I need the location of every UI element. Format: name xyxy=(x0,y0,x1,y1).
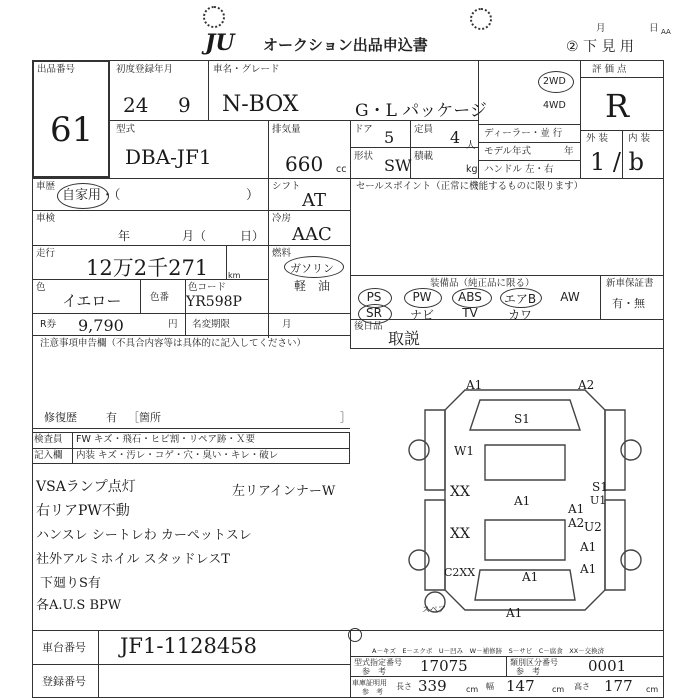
chassis-value: JF1-1128458 xyxy=(120,634,257,658)
rear-item-value: 取説 xyxy=(388,329,421,348)
damage-mark-10: A2 xyxy=(568,516,585,530)
width-label: 幅 xyxy=(486,682,494,691)
km-label: km xyxy=(228,271,241,280)
fw-items: FW キズ・飛石・ヒビ割・リペア跡・Ｘ要 xyxy=(76,434,255,445)
type-cert-value: 17075 xyxy=(420,657,468,675)
fuel-label: 燃料 xyxy=(272,248,292,259)
fuel-circle xyxy=(284,256,344,278)
aa-label: AA xyxy=(661,28,671,36)
remark-4: ハンスレ シートレわ カーペットスレ xyxy=(36,528,252,543)
shimomi-label: ② 下 見 用 xyxy=(566,39,634,55)
mileage-label: 走行 xyxy=(36,248,56,259)
private-circle xyxy=(57,183,109,209)
width-unit: cm xyxy=(552,685,565,694)
damage-mark-11: U2 xyxy=(584,520,602,534)
equip-airbag: エアB xyxy=(503,292,537,306)
handle-label: ハンドル 左・右 xyxy=(484,164,554,175)
interior-label: 内 装 xyxy=(628,133,651,144)
damage-mark-9: A1 xyxy=(568,502,585,516)
dealer-label: ディーラー・並 行 xyxy=(484,128,563,139)
aircon-label: 冷房 xyxy=(272,213,292,224)
damage-mark-5: XX xyxy=(450,484,470,500)
exterior-label: 外 装 xyxy=(586,133,609,144)
day-label: 日 xyxy=(649,23,659,34)
capacity-label: 定員 xyxy=(414,124,434,135)
repair-close: ］ xyxy=(340,411,351,424)
type-cert-label: 型式指定番号 xyxy=(354,658,402,667)
equip-pw-circle xyxy=(404,288,442,308)
remark-1: VSAランプ点灯 xyxy=(36,479,136,495)
doors-value: 5 xyxy=(384,128,395,147)
model-label: 型式 xyxy=(116,124,136,135)
car-name-value: N-BOX xyxy=(222,92,299,117)
damage-mark-17: A1 xyxy=(506,606,523,620)
name-grade-label: 車名・グレード xyxy=(213,64,280,75)
remark-5: 社外アルミホイル スタッドレスT xyxy=(36,552,230,567)
equip-airbag-circle xyxy=(500,288,542,308)
reg-year-value: 24 xyxy=(123,93,149,117)
damage-mark-12: A1 xyxy=(580,540,597,554)
light-oil-label: 軽 油 xyxy=(294,279,331,293)
equip-ps: PS xyxy=(366,290,382,304)
shift-value: AT xyxy=(302,190,327,211)
damage-mark-4: W1 xyxy=(454,444,474,458)
damage-mark-1: A1 xyxy=(466,378,483,392)
height-value: 177 xyxy=(604,677,633,695)
ext-int-value: 1 / b xyxy=(590,148,644,176)
first-reg-label: 初度登録年月 xyxy=(116,64,174,75)
width-value: 147 xyxy=(506,677,535,695)
inspector-label: 検査員 xyxy=(34,434,63,445)
equip-tv: TV xyxy=(462,306,478,320)
mileage-value: 12万2千271 xyxy=(86,256,209,280)
cc-label: cc xyxy=(336,164,347,175)
recycle-label: R券 xyxy=(40,319,57,330)
capacity-value: 4 xyxy=(450,128,461,147)
inspection-label: 車検 xyxy=(36,213,56,224)
shape-label: 形状 xyxy=(354,151,374,162)
remark-3: 右リアPW不動 xyxy=(36,503,130,519)
punch-hole-right xyxy=(470,8,492,30)
private-label: 自家用・（ xyxy=(62,188,121,203)
category-label: 類別区分番号 xyxy=(510,658,558,667)
inspection-year: 年 xyxy=(118,229,131,243)
damage-mark-2: A2 xyxy=(578,378,595,392)
month-label: 月 xyxy=(596,23,606,34)
drive-2wd: 2WD xyxy=(543,76,566,87)
shift-label: シフト xyxy=(272,181,301,192)
punch-hole-left xyxy=(203,6,225,28)
recorder-label: 記入欄 xyxy=(34,450,63,461)
equip-aw: AW xyxy=(560,290,580,304)
damage-mark-8: U1 xyxy=(590,494,607,507)
equip-abs-circle xyxy=(452,288,492,308)
score-value: R xyxy=(605,87,630,125)
remark-6: 下廻りS有 xyxy=(40,576,101,591)
category-value: 0001 xyxy=(588,657,627,675)
grade-value: G・L パッケージ xyxy=(355,101,487,121)
inspection-month: 月（ xyxy=(182,229,207,243)
new-warranty-label: 新車保証書 xyxy=(606,278,654,289)
shape-value: SW xyxy=(384,156,412,175)
damage-mark-6: A1 xyxy=(514,494,531,508)
chassis-label: 車台番号 xyxy=(42,641,86,654)
logo: JU xyxy=(205,30,235,56)
drive-2wd-circle xyxy=(538,71,574,93)
damage-mark-14: A1 xyxy=(580,562,597,576)
spare-label: スペア xyxy=(422,605,446,614)
yen-label: 円 xyxy=(168,319,178,330)
damage-mark-7: S1 xyxy=(592,480,608,494)
color-code-label: 色コード xyxy=(188,282,227,293)
length-unit: cm xyxy=(466,685,479,694)
reg-month-value: 9 xyxy=(178,93,191,117)
load-label: 積載 xyxy=(414,151,434,162)
legend-number-circle xyxy=(348,628,362,642)
kg-label: kg xyxy=(466,164,478,175)
notes-label: 注意事項申告欄（不具合内容等は具体的に記入してください） xyxy=(40,338,307,349)
inspection-day: 日） xyxy=(240,229,265,243)
reg-label: 登録番号 xyxy=(42,675,86,688)
height-label: 高さ xyxy=(574,682,590,691)
recycle-value: 9,790 xyxy=(78,316,124,335)
fuel-value: ガソリン xyxy=(290,262,334,275)
equip-abs: ABS xyxy=(458,290,482,304)
remark-7: 各A.U.S BPW xyxy=(36,598,122,613)
usage-close: ） xyxy=(246,188,260,203)
aircon-value: AAC xyxy=(292,224,332,245)
sales-point-label: セールスポイント（正常に機能するものに限ります） xyxy=(356,181,584,192)
warranty-value: 有・無 xyxy=(612,297,645,310)
reg-cert-ref: 参 考 xyxy=(362,688,383,696)
category-ref: 参 考 xyxy=(516,667,540,676)
color-no-label: 色番 xyxy=(150,292,170,303)
model-value: DBA-JF1 xyxy=(125,145,212,169)
doors-label: ドア xyxy=(354,124,373,135)
model-year-unit: 年 xyxy=(564,146,574,157)
repair-yes: 有 xyxy=(106,411,117,424)
equip-sr: SR xyxy=(366,306,382,320)
color-value: イエロー xyxy=(62,292,122,310)
damage-mark-16: A1 xyxy=(522,570,539,584)
equip-leather: カワ xyxy=(507,308,532,322)
person-label: 人 xyxy=(466,140,476,151)
score-label: 評 価 点 xyxy=(592,64,627,75)
damage-mark-3: S1 xyxy=(514,412,530,426)
displacement-label: 排気量 xyxy=(272,124,301,135)
reg-cert-label: 車庫証明用 xyxy=(352,679,387,687)
equip-pw: PW xyxy=(412,290,432,304)
lot-number-value: 61 xyxy=(50,110,94,150)
type-cert-ref: 参 考 xyxy=(362,667,386,676)
damage-mark-13: XX xyxy=(450,526,470,542)
interior-items: 内装 キズ・汚レ・コゲ・穴・臭い・キレ・破レ xyxy=(76,450,279,461)
title-period-month: 月 xyxy=(282,319,292,330)
rear-item-label: 後日品 xyxy=(354,321,383,332)
usage-label: 車歴 xyxy=(36,181,56,192)
color-label: 色 xyxy=(36,282,46,293)
length-label: 長さ xyxy=(396,682,412,691)
form-title: オークション出品申込書 xyxy=(263,36,428,54)
lot-number-label: 出品番号 xyxy=(37,64,76,75)
equip-navi: ナビ xyxy=(409,308,434,322)
color-code-value: YR598P xyxy=(186,294,242,310)
equipment-label: 装備品（純正品に限る） xyxy=(430,278,535,289)
model-year-label: モデル年式 xyxy=(484,146,532,157)
remark-2: 左リアインナーW xyxy=(232,484,336,499)
damage-mark-15: C2XX xyxy=(444,566,476,579)
drive-4wd: 4WD xyxy=(543,100,566,111)
displacement-value: 660 xyxy=(285,152,324,176)
repair-label: 修復歴 xyxy=(44,411,77,424)
title-period-label: 名変期限 xyxy=(192,319,231,330)
legend-text: A－キズ E－エクボ U－凹み W－補修跡 S－サビ C－腐食 XX－交換済 xyxy=(372,647,605,655)
height-unit: cm xyxy=(646,685,659,694)
repair-location: ［箇所 xyxy=(128,411,161,424)
length-value: 339 xyxy=(418,677,447,695)
